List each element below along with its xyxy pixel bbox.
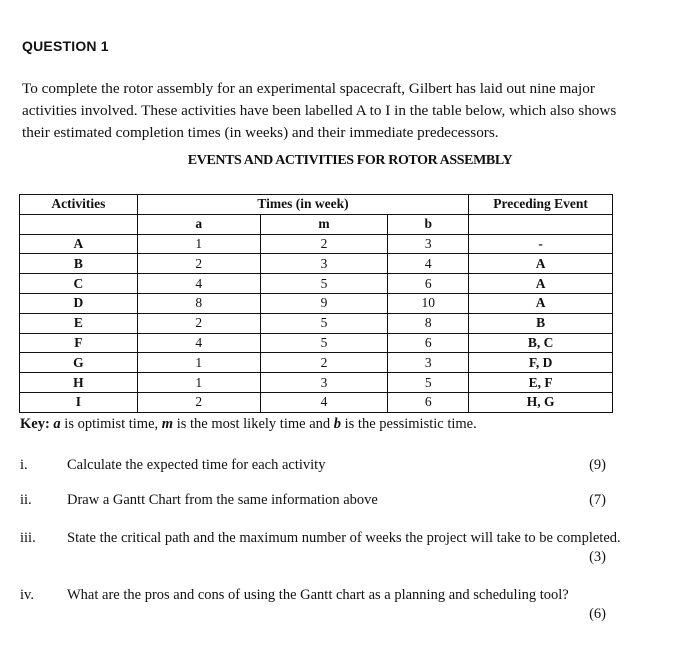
b-cell: 10	[388, 293, 469, 313]
table-row	[20, 392, 613, 412]
preceding-cell: A	[469, 293, 613, 313]
header-activities: Activities	[20, 195, 138, 215]
question-number: i.	[20, 457, 28, 473]
a-cell: 8	[137, 293, 260, 313]
m-cell: 2	[260, 234, 388, 254]
header-preceding: Preceding Event	[469, 195, 613, 215]
question-heading: QUESTION 1	[22, 38, 109, 54]
header-row	[20, 195, 613, 215]
activity-cell: E	[20, 313, 138, 333]
table-row	[20, 313, 613, 333]
activities-table	[19, 194, 613, 413]
preceding-cell: -	[469, 234, 613, 254]
subheader-a: a	[137, 214, 260, 234]
preceding-cell: A	[469, 274, 613, 294]
m-cell: 5	[260, 274, 388, 294]
activity-cell: B	[20, 254, 138, 274]
table-row	[20, 254, 613, 274]
a-cell: 2	[137, 254, 260, 274]
m-cell: 2	[260, 353, 388, 373]
question-number: iv.	[20, 587, 34, 603]
table-row	[20, 333, 613, 353]
m-cell: 3	[260, 373, 388, 393]
a-cell: 4	[137, 333, 260, 353]
subheader-m: m	[260, 214, 388, 234]
m-cell: 9	[260, 293, 388, 313]
key-text2: is the most likely time and	[173, 416, 334, 432]
a-cell: 1	[137, 234, 260, 254]
preceding-cell: E, F	[469, 373, 613, 393]
activity-cell: H	[20, 373, 138, 393]
question-text: Draw a Gantt Chart from the same information above	[67, 492, 378, 508]
activity-cell: D	[20, 293, 138, 313]
subheader-b: b	[388, 214, 469, 234]
b-cell: 3	[388, 353, 469, 373]
activity-cell: I	[20, 392, 138, 412]
header-times: Times (in week)	[137, 195, 468, 215]
question-text: What are the pros and cons of using the Gantt chart as a planning and scheduling tool?	[67, 587, 569, 603]
preceding-cell: A	[469, 254, 613, 274]
preceding-cell: F, D	[469, 353, 613, 373]
b-cell: 8	[388, 313, 469, 333]
key-b: b	[333, 416, 342, 432]
key-text3: is the pessimistic time.	[341, 416, 477, 432]
question-marks: (3)	[589, 549, 606, 565]
table-row	[20, 373, 613, 393]
question-marks: (6)	[589, 606, 606, 622]
b-cell: 6	[388, 392, 469, 412]
m-cell: 5	[260, 333, 388, 353]
a-cell: 2	[137, 313, 260, 333]
table-row	[20, 274, 613, 294]
key-text1: is optimist time,	[60, 416, 162, 432]
activity-cell: A	[20, 234, 138, 254]
question-number: ii.	[20, 492, 32, 508]
b-cell: 6	[388, 274, 469, 294]
b-cell: 5	[388, 373, 469, 393]
b-cell: 4	[388, 254, 469, 274]
activity-cell: G	[20, 353, 138, 373]
m-cell: 5	[260, 313, 388, 333]
question-text: Calculate the expected time for each activity	[67, 457, 326, 473]
preceding-cell: B	[469, 313, 613, 333]
a-cell: 2	[137, 392, 260, 412]
a-cell: 1	[137, 373, 260, 393]
subheader-empty	[469, 214, 613, 234]
subheader-empty	[20, 214, 138, 234]
key-label: Key:	[20, 416, 50, 432]
m-cell: 4	[260, 392, 388, 412]
table-row	[20, 293, 613, 313]
key-m: m	[161, 416, 174, 432]
question-text: State the critical path and the maximum number of weeks the project will take to be completed.	[67, 530, 621, 546]
preceding-cell: H, G	[469, 392, 613, 412]
b-cell: 6	[388, 333, 469, 353]
question-marks: (9)	[589, 457, 606, 473]
table-row	[20, 234, 613, 254]
a-cell: 4	[137, 274, 260, 294]
m-cell: 3	[260, 254, 388, 274]
intro-paragraph: To complete the rotor assembly for an experimental spacecraft, Gilbert has laid out nine major activities involved. These activities have been labelled A to I in the table below, which also shows their estimated completion times (in weeks) and their immediate predecessors.	[22, 80, 617, 141]
key-line	[20, 416, 477, 433]
activity-cell: F	[20, 333, 138, 353]
table-caption: EVENTS AND ACTIVITIES FOR ROTOR ASSEMBLY	[187, 153, 513, 168]
subheader-row	[20, 214, 613, 234]
preceding-cell: B, C	[469, 333, 613, 353]
question-marks: (7)	[589, 492, 606, 508]
b-cell: 3	[388, 234, 469, 254]
activity-cell: C	[20, 274, 138, 294]
question-number: iii.	[20, 530, 36, 546]
key-a: a	[53, 416, 61, 432]
a-cell: 1	[137, 353, 260, 373]
table-row	[20, 353, 613, 373]
